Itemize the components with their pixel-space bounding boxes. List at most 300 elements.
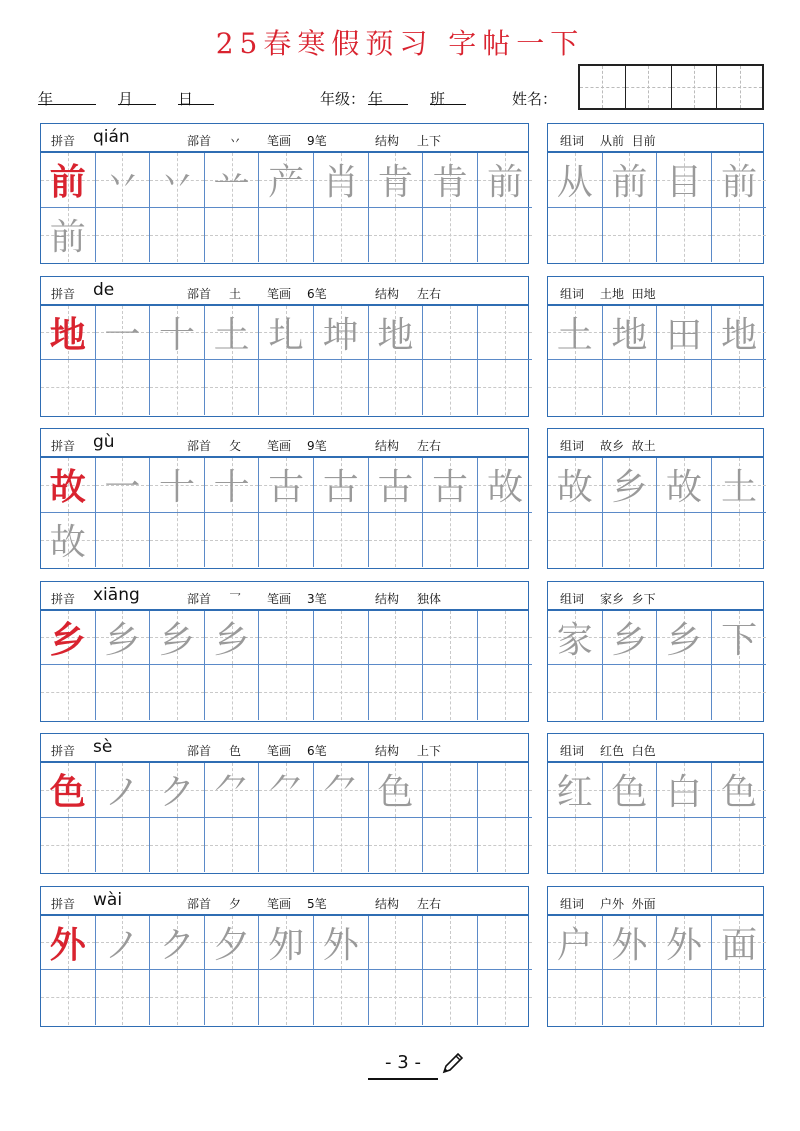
radical-value: 乛 bbox=[229, 591, 242, 606]
stroke-step: 古 bbox=[431, 467, 468, 509]
writing-cell[interactable] bbox=[369, 611, 424, 666]
strokes-label: 笔画 bbox=[267, 896, 292, 911]
writing-cell[interactable] bbox=[712, 916, 767, 971]
stroke-step: 肯 bbox=[431, 162, 468, 204]
radical-value: 夕 bbox=[229, 896, 242, 911]
writing-cell[interactable] bbox=[41, 665, 96, 720]
writing-cell[interactable] bbox=[150, 306, 205, 361]
name-label: 姓名： bbox=[512, 90, 558, 108]
words-grid[interactable] bbox=[548, 458, 763, 568]
writing-cell[interactable] bbox=[150, 153, 205, 208]
structure-label: 结构 bbox=[375, 591, 400, 606]
stroke-step: 外 bbox=[322, 924, 359, 966]
structure-label: 结构 bbox=[375, 744, 400, 758]
stroke-step: 肖 bbox=[322, 162, 359, 204]
writing-cell[interactable] bbox=[369, 153, 424, 208]
writing-cell[interactable] bbox=[712, 360, 767, 415]
writing-cell[interactable] bbox=[657, 153, 712, 208]
words-grid[interactable] bbox=[548, 916, 763, 1026]
writing-grid[interactable] bbox=[41, 763, 528, 873]
writing-cell[interactable] bbox=[96, 208, 151, 263]
word-character: 外 bbox=[665, 924, 702, 966]
writing-grid[interactable] bbox=[41, 458, 528, 568]
writing-cell[interactable] bbox=[150, 916, 205, 971]
writing-cell[interactable] bbox=[423, 360, 478, 415]
writing-cell[interactable] bbox=[259, 763, 314, 818]
stroke-step: 古 bbox=[322, 467, 359, 509]
words-value: 红色 白色 bbox=[600, 744, 656, 758]
writing-cell[interactable] bbox=[205, 611, 260, 666]
writing-cell[interactable] bbox=[314, 611, 369, 666]
structure-value: 左右 bbox=[417, 286, 442, 301]
writing-cell[interactable] bbox=[548, 763, 603, 818]
writing-cell[interactable] bbox=[314, 818, 369, 873]
writing-cell[interactable] bbox=[423, 153, 478, 208]
strokes-label: 笔画 bbox=[267, 591, 292, 606]
writing-cell[interactable] bbox=[712, 208, 767, 263]
char-panel-header bbox=[41, 887, 528, 916]
name-box[interactable] bbox=[580, 66, 626, 108]
writing-cell[interactable] bbox=[712, 458, 767, 513]
word-character: 乡 bbox=[611, 467, 648, 509]
writing-cell[interactable] bbox=[603, 458, 658, 513]
writing-cell[interactable] bbox=[259, 513, 314, 568]
name-boxes[interactable] bbox=[578, 64, 764, 110]
char-panel bbox=[40, 276, 529, 417]
word-character: 色 bbox=[721, 772, 758, 814]
writing-cell[interactable] bbox=[478, 208, 533, 263]
char-panel bbox=[40, 123, 529, 264]
writing-cell[interactable] bbox=[259, 208, 314, 263]
writing-cell[interactable] bbox=[712, 763, 767, 818]
words-value: 家乡 乡下 bbox=[600, 591, 656, 606]
writing-cell[interactable] bbox=[712, 970, 767, 1025]
writing-cell[interactable] bbox=[657, 916, 712, 971]
word-character: 故 bbox=[556, 467, 593, 509]
writing-cell[interactable] bbox=[657, 970, 712, 1025]
writing-cell[interactable] bbox=[478, 665, 533, 720]
grade-label: 年级： bbox=[320, 90, 366, 108]
structure-value: 上下 bbox=[417, 134, 442, 148]
page-title: 25春寒假预习 字帖一下 bbox=[215, 27, 585, 60]
writing-cell[interactable] bbox=[603, 360, 658, 415]
writing-cell[interactable] bbox=[423, 611, 478, 666]
writing-cell[interactable] bbox=[423, 818, 478, 873]
char-panel-header bbox=[41, 277, 528, 306]
writing-cell[interactable] bbox=[259, 916, 314, 971]
char-panel-header bbox=[41, 734, 528, 763]
writing-cell[interactable] bbox=[369, 763, 424, 818]
stroke-step: 产 bbox=[268, 162, 305, 204]
strokes-label: 笔画 bbox=[267, 286, 292, 301]
writing-cell[interactable] bbox=[41, 970, 96, 1025]
writing-cell[interactable] bbox=[548, 916, 603, 971]
words-label: 组词 bbox=[560, 439, 585, 453]
word-character: 从 bbox=[556, 162, 593, 204]
strokes-value: 5笔 bbox=[307, 896, 327, 911]
stroke-step: ⺈ bbox=[268, 772, 305, 814]
words-label: 组词 bbox=[560, 134, 585, 148]
word-character: 乡 bbox=[611, 619, 648, 661]
writing-cell[interactable] bbox=[369, 208, 424, 263]
radical-value: 土 bbox=[229, 286, 242, 301]
stroke-step: 丷 bbox=[104, 162, 141, 204]
writing-cell[interactable] bbox=[205, 306, 260, 361]
words-panel-header bbox=[548, 734, 763, 763]
writing-cell[interactable] bbox=[548, 208, 603, 263]
pinyin-label: 拼音 bbox=[51, 134, 76, 148]
writing-cell[interactable] bbox=[96, 153, 151, 208]
writing-cell[interactable] bbox=[603, 153, 658, 208]
radical-label: 部首 bbox=[187, 134, 212, 148]
writing-cell[interactable] bbox=[657, 513, 712, 568]
words-label: 组词 bbox=[560, 591, 585, 606]
writing-cell[interactable] bbox=[41, 763, 96, 818]
writing-cell[interactable] bbox=[603, 665, 658, 720]
writing-cell[interactable] bbox=[259, 306, 314, 361]
model-character: 地 bbox=[49, 313, 86, 356]
writing-cell[interactable] bbox=[150, 611, 205, 666]
structure-label: 结构 bbox=[375, 134, 400, 148]
strokes-label: 笔画 bbox=[267, 744, 292, 758]
pinyin-value: xiāng bbox=[93, 584, 140, 605]
name-box[interactable] bbox=[626, 66, 672, 108]
writing-cell[interactable] bbox=[548, 665, 603, 720]
structure-label: 结构 bbox=[375, 286, 400, 301]
writing-cell[interactable] bbox=[603, 970, 658, 1025]
writing-cell[interactable] bbox=[150, 208, 205, 263]
writing-cell[interactable] bbox=[41, 208, 96, 263]
word-character: 家 bbox=[556, 619, 593, 661]
writing-cell[interactable] bbox=[314, 665, 369, 720]
writing-cell[interactable] bbox=[657, 306, 712, 361]
writing-cell[interactable] bbox=[478, 153, 533, 208]
writing-cell[interactable] bbox=[478, 611, 533, 666]
writing-cell[interactable] bbox=[205, 208, 260, 263]
writing-cell[interactable] bbox=[423, 513, 478, 568]
writing-cell[interactable] bbox=[96, 306, 151, 361]
words-panel bbox=[547, 581, 764, 722]
name-box[interactable] bbox=[717, 66, 762, 108]
radical-value: 丷 bbox=[229, 134, 242, 148]
stroke-step: 坤 bbox=[322, 314, 359, 356]
writing-cell[interactable] bbox=[657, 208, 712, 263]
writing-cell[interactable] bbox=[603, 818, 658, 873]
writing-cell[interactable] bbox=[205, 360, 260, 415]
writing-cell[interactable] bbox=[259, 665, 314, 720]
writing-cell[interactable] bbox=[369, 513, 424, 568]
writing-cell[interactable] bbox=[478, 916, 533, 971]
writing-cell[interactable] bbox=[548, 360, 603, 415]
writing-cell[interactable] bbox=[150, 818, 205, 873]
writing-cell[interactable] bbox=[259, 153, 314, 208]
writing-cell[interactable] bbox=[205, 458, 260, 513]
writing-cell[interactable] bbox=[548, 153, 603, 208]
writing-cell[interactable] bbox=[41, 611, 96, 666]
day-label: 日 bbox=[178, 90, 194, 108]
writing-cell[interactable] bbox=[657, 763, 712, 818]
writing-cell[interactable] bbox=[96, 916, 151, 971]
writing-cell[interactable] bbox=[657, 611, 712, 666]
writing-cell[interactable] bbox=[96, 611, 151, 666]
writing-cell[interactable] bbox=[548, 970, 603, 1025]
writing-cell[interactable] bbox=[478, 763, 533, 818]
writing-cell[interactable] bbox=[369, 458, 424, 513]
word-character: 土 bbox=[556, 314, 593, 356]
strokes-label: 笔画 bbox=[267, 134, 292, 148]
writing-cell[interactable] bbox=[314, 306, 369, 361]
structure-value: 独体 bbox=[417, 591, 442, 606]
writing-cell[interactable] bbox=[478, 970, 533, 1025]
writing-cell[interactable] bbox=[150, 763, 205, 818]
words-panel bbox=[547, 428, 764, 569]
name-box[interactable] bbox=[672, 66, 718, 108]
writing-cell[interactable] bbox=[712, 306, 767, 361]
radical-label: 部首 bbox=[187, 439, 212, 453]
structure-value: 上下 bbox=[417, 744, 442, 758]
word-character: 地 bbox=[721, 314, 758, 356]
model-character: 故 bbox=[49, 466, 86, 509]
writing-cell[interactable] bbox=[41, 458, 96, 513]
stroke-step: ノ bbox=[104, 772, 141, 814]
writing-cell[interactable] bbox=[369, 970, 424, 1025]
writing-cell[interactable] bbox=[205, 763, 260, 818]
writing-cell[interactable] bbox=[369, 360, 424, 415]
writing-cell[interactable] bbox=[548, 458, 603, 513]
writing-cell[interactable] bbox=[96, 818, 151, 873]
stroke-step: 前 bbox=[487, 162, 524, 204]
word-character: 田 bbox=[665, 314, 702, 356]
writing-cell[interactable] bbox=[478, 458, 533, 513]
writing-cell[interactable] bbox=[423, 458, 478, 513]
writing-cell[interactable] bbox=[603, 306, 658, 361]
pinyin-value: sè bbox=[93, 737, 113, 757]
writing-cell[interactable] bbox=[41, 916, 96, 971]
stroke-step: 一 bbox=[104, 467, 141, 509]
char-panel bbox=[40, 733, 529, 874]
writing-grid[interactable] bbox=[41, 153, 528, 263]
writing-cell[interactable] bbox=[712, 513, 767, 568]
writing-cell[interactable] bbox=[314, 970, 369, 1025]
stroke-step: 色 bbox=[377, 772, 414, 814]
stroke-step: 䒑 bbox=[213, 162, 250, 204]
pinyin-label: 拼音 bbox=[51, 744, 76, 758]
words-panel-header bbox=[548, 124, 763, 153]
writing-cell[interactable] bbox=[259, 458, 314, 513]
words-panel-header bbox=[548, 582, 763, 611]
writing-cell[interactable] bbox=[150, 360, 205, 415]
word-character: 外 bbox=[611, 924, 648, 966]
words-grid[interactable] bbox=[548, 611, 763, 721]
writing-cell[interactable] bbox=[548, 818, 603, 873]
writing-cell[interactable] bbox=[314, 763, 369, 818]
writing-cell[interactable] bbox=[478, 306, 533, 361]
writing-cell[interactable] bbox=[657, 458, 712, 513]
pinyin-value: de bbox=[93, 279, 115, 300]
radical-label: 部首 bbox=[187, 286, 212, 301]
writing-cell[interactable] bbox=[96, 513, 151, 568]
words-grid[interactable] bbox=[548, 153, 763, 263]
writing-cell[interactable] bbox=[423, 763, 478, 818]
stroke-step: 乡 bbox=[104, 619, 141, 661]
writing-cell[interactable] bbox=[96, 665, 151, 720]
writing-cell[interactable] bbox=[205, 818, 260, 873]
pen-icon bbox=[440, 1050, 466, 1076]
writing-cell[interactable] bbox=[314, 916, 369, 971]
stroke-step: 前 bbox=[49, 217, 86, 259]
writing-cell[interactable] bbox=[369, 916, 424, 971]
grade-year-label: 年 bbox=[368, 90, 384, 108]
writing-cell[interactable] bbox=[150, 458, 205, 513]
stroke-step: 一 bbox=[104, 314, 141, 356]
writing-cell[interactable] bbox=[478, 360, 533, 415]
writing-cell[interactable] bbox=[423, 208, 478, 263]
writing-cell[interactable] bbox=[712, 818, 767, 873]
writing-cell[interactable] bbox=[96, 763, 151, 818]
writing-cell[interactable] bbox=[205, 153, 260, 208]
writing-cell[interactable] bbox=[712, 153, 767, 208]
stroke-step: 土 bbox=[213, 314, 250, 356]
writing-cell[interactable] bbox=[657, 818, 712, 873]
writing-cell[interactable] bbox=[205, 513, 260, 568]
writing-cell[interactable] bbox=[423, 306, 478, 361]
writing-grid[interactable] bbox=[41, 611, 528, 721]
writing-cell[interactable] bbox=[369, 306, 424, 361]
writing-cell[interactable] bbox=[41, 153, 96, 208]
stroke-step: ⺈ bbox=[322, 772, 359, 814]
writing-cell[interactable] bbox=[603, 763, 658, 818]
stroke-step: 圠 bbox=[268, 314, 305, 356]
writing-cell[interactable] bbox=[205, 916, 260, 971]
structure-value: 左右 bbox=[417, 439, 442, 453]
writing-cell[interactable] bbox=[657, 360, 712, 415]
model-character: 外 bbox=[49, 923, 86, 966]
writing-cell[interactable] bbox=[478, 513, 533, 568]
words-grid[interactable] bbox=[548, 763, 763, 873]
word-character: 前 bbox=[611, 162, 648, 204]
words-value: 从前 目前 bbox=[600, 134, 656, 148]
writing-cell[interactable] bbox=[96, 970, 151, 1025]
structure-label: 结构 bbox=[375, 439, 400, 453]
pinyin-value: gù bbox=[93, 432, 115, 452]
writing-cell[interactable] bbox=[314, 208, 369, 263]
model-character: 前 bbox=[49, 161, 86, 204]
writing-cell[interactable] bbox=[603, 513, 658, 568]
strokes-value: 9笔 bbox=[307, 439, 327, 453]
class-label: 班 bbox=[430, 90, 446, 108]
writing-cell[interactable] bbox=[314, 360, 369, 415]
writing-cell[interactable] bbox=[657, 665, 712, 720]
radical-value: 攵 bbox=[229, 439, 242, 453]
pinyin-label: 拼音 bbox=[51, 439, 76, 453]
writing-cell[interactable] bbox=[314, 458, 369, 513]
pinyin-label: 拼音 bbox=[51, 591, 76, 606]
writing-cell[interactable] bbox=[369, 665, 424, 720]
writing-cell[interactable] bbox=[150, 970, 205, 1025]
writing-cell[interactable] bbox=[41, 306, 96, 361]
writing-cell[interactable] bbox=[259, 818, 314, 873]
month-label: 月 bbox=[118, 90, 134, 108]
writing-cell[interactable] bbox=[314, 153, 369, 208]
writing-cell[interactable] bbox=[96, 458, 151, 513]
writing-cell[interactable] bbox=[548, 611, 603, 666]
stroke-step: 故 bbox=[487, 467, 524, 509]
writing-cell[interactable] bbox=[41, 513, 96, 568]
writing-cell[interactable] bbox=[423, 916, 478, 971]
writing-cell[interactable] bbox=[603, 611, 658, 666]
words-panel-header bbox=[548, 429, 763, 458]
writing-cell[interactable] bbox=[150, 513, 205, 568]
radical-label: 部首 bbox=[187, 896, 212, 911]
strokes-value: 3笔 bbox=[307, 591, 327, 606]
words-grid[interactable] bbox=[548, 306, 763, 416]
strokes-label: 笔画 bbox=[267, 439, 292, 453]
writing-cell[interactable] bbox=[314, 513, 369, 568]
words-panel bbox=[547, 123, 764, 264]
writing-cell[interactable] bbox=[603, 208, 658, 263]
stroke-step: 地 bbox=[377, 314, 414, 356]
word-character: 面 bbox=[721, 924, 758, 966]
model-character: 乡 bbox=[49, 618, 86, 661]
pinyin-label: 拼音 bbox=[51, 286, 76, 301]
writing-cell[interactable] bbox=[259, 360, 314, 415]
writing-cell[interactable] bbox=[205, 665, 260, 720]
writing-cell[interactable] bbox=[712, 611, 767, 666]
words-value: 户外 外面 bbox=[600, 896, 656, 911]
writing-cell[interactable] bbox=[548, 306, 603, 361]
words-value: 故乡 故土 bbox=[600, 439, 656, 453]
writing-cell[interactable] bbox=[96, 360, 151, 415]
char-panel bbox=[40, 886, 529, 1027]
word-character: 故 bbox=[665, 467, 702, 509]
writing-cell[interactable] bbox=[259, 611, 314, 666]
writing-grid[interactable] bbox=[41, 916, 528, 1026]
stroke-step: 乡 bbox=[158, 619, 195, 661]
stroke-step: ク bbox=[158, 924, 195, 966]
stroke-step: 十 bbox=[158, 314, 195, 356]
pinyin-label: 拼音 bbox=[51, 896, 76, 911]
writing-cell[interactable] bbox=[41, 360, 96, 415]
words-panel bbox=[547, 886, 764, 1027]
strokes-value: 9笔 bbox=[307, 134, 327, 148]
stroke-step: ⺈ bbox=[213, 772, 250, 814]
writing-cell[interactable] bbox=[423, 970, 478, 1025]
words-panel bbox=[547, 733, 764, 874]
writing-cell[interactable] bbox=[423, 665, 478, 720]
writing-cell[interactable] bbox=[205, 970, 260, 1025]
pinyin-value: wài bbox=[93, 889, 123, 910]
writing-cell[interactable] bbox=[369, 818, 424, 873]
writing-cell[interactable] bbox=[41, 818, 96, 873]
words-label: 组词 bbox=[560, 896, 585, 911]
writing-grid[interactable] bbox=[41, 306, 528, 416]
words-label: 组词 bbox=[560, 286, 585, 301]
radical-label: 部首 bbox=[187, 591, 212, 606]
pinyin-value: qián bbox=[93, 127, 130, 147]
stroke-step: 夘 bbox=[268, 924, 305, 966]
writing-cell[interactable] bbox=[712, 665, 767, 720]
writing-cell[interactable] bbox=[603, 916, 658, 971]
page-number: - 3 - bbox=[368, 1052, 438, 1080]
writing-cell[interactable] bbox=[478, 818, 533, 873]
stroke-step: 乡 bbox=[213, 619, 250, 661]
writing-cell[interactable] bbox=[259, 970, 314, 1025]
char-panel bbox=[40, 428, 529, 569]
info-row bbox=[38, 88, 578, 112]
writing-cell[interactable] bbox=[150, 665, 205, 720]
stroke-step: 古 bbox=[268, 467, 305, 509]
writing-cell[interactable] bbox=[548, 513, 603, 568]
